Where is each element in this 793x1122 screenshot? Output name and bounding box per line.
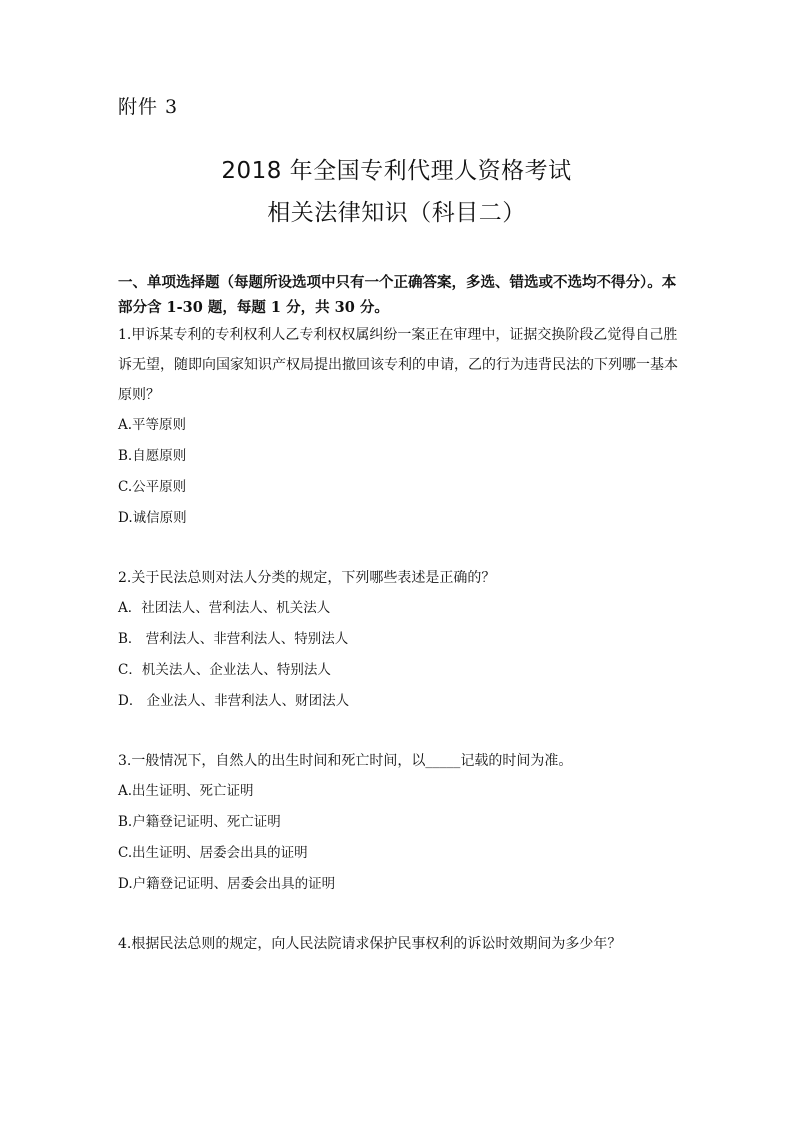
question-stem: 3.一般情况下，自然人的出生时间和死亡时间，以_____记载的时间为准。 [118, 753, 573, 769]
option-b: B.自愿原则 [118, 448, 187, 464]
attachment-label: 附件 3 [118, 96, 179, 118]
question-stem: 1.甲诉某专利的专利权利人乙专利权权属纠纷一案正在审理中，证据交换阶段乙觉得自己胜诉无望，随即向国家知识产权局提出撤回该专利的申请，乙的行为违背民法的下列哪一基本原则？ [118, 327, 678, 403]
spacer [118, 900, 678, 929]
option-c: C.出生证明、居委会出具的证明 [118, 845, 308, 861]
question-stem: 4.根据民法总则的规定，向人民法院请求保护民事权利的诉讼时效期间为多少年？ [118, 936, 622, 952]
option-d: D． 企业法人、非营利法人、财团法人 [118, 693, 350, 709]
option-c: C.公平原则 [118, 479, 187, 495]
question-block [118, 563, 678, 717]
option-b: B.户籍登记证明、死亡证明 [118, 814, 281, 830]
option-d: D.户籍登记证明、居委会出具的证明 [118, 876, 336, 892]
spacer [118, 717, 678, 746]
option-a: A.平等原则 [118, 417, 187, 433]
option-d: D.诚信原则 [118, 510, 187, 526]
exam-title: 2018 年全国专利代理人资格考试 [221, 158, 572, 184]
question-block [118, 746, 678, 900]
question-stem: 2.关于民法总则对法人分类的规定，下列哪些表述是正确的？ [118, 570, 496, 586]
question-block [118, 320, 678, 534]
section-heading: 一、单项选择题（每题所设选项中只有一个正确答案，多选、错选或不选均不得分）。本部分含 1-30 题，每题 1 分，共 30 分。 [118, 274, 677, 316]
option-a: A．社团法人、营利法人、机关法人 [118, 600, 331, 616]
spacer [118, 534, 678, 563]
question-block [118, 929, 678, 959]
document-body [118, 270, 678, 959]
option-b: B． 营利法人、非营利法人、特别法人 [118, 631, 349, 647]
exam-subtitle: 相关法律知识（科目二） [267, 200, 526, 226]
option-a: A.出生证明、死亡证明 [118, 783, 254, 799]
option-c: C．机关法人、企业法人、特别法人 [118, 662, 331, 678]
